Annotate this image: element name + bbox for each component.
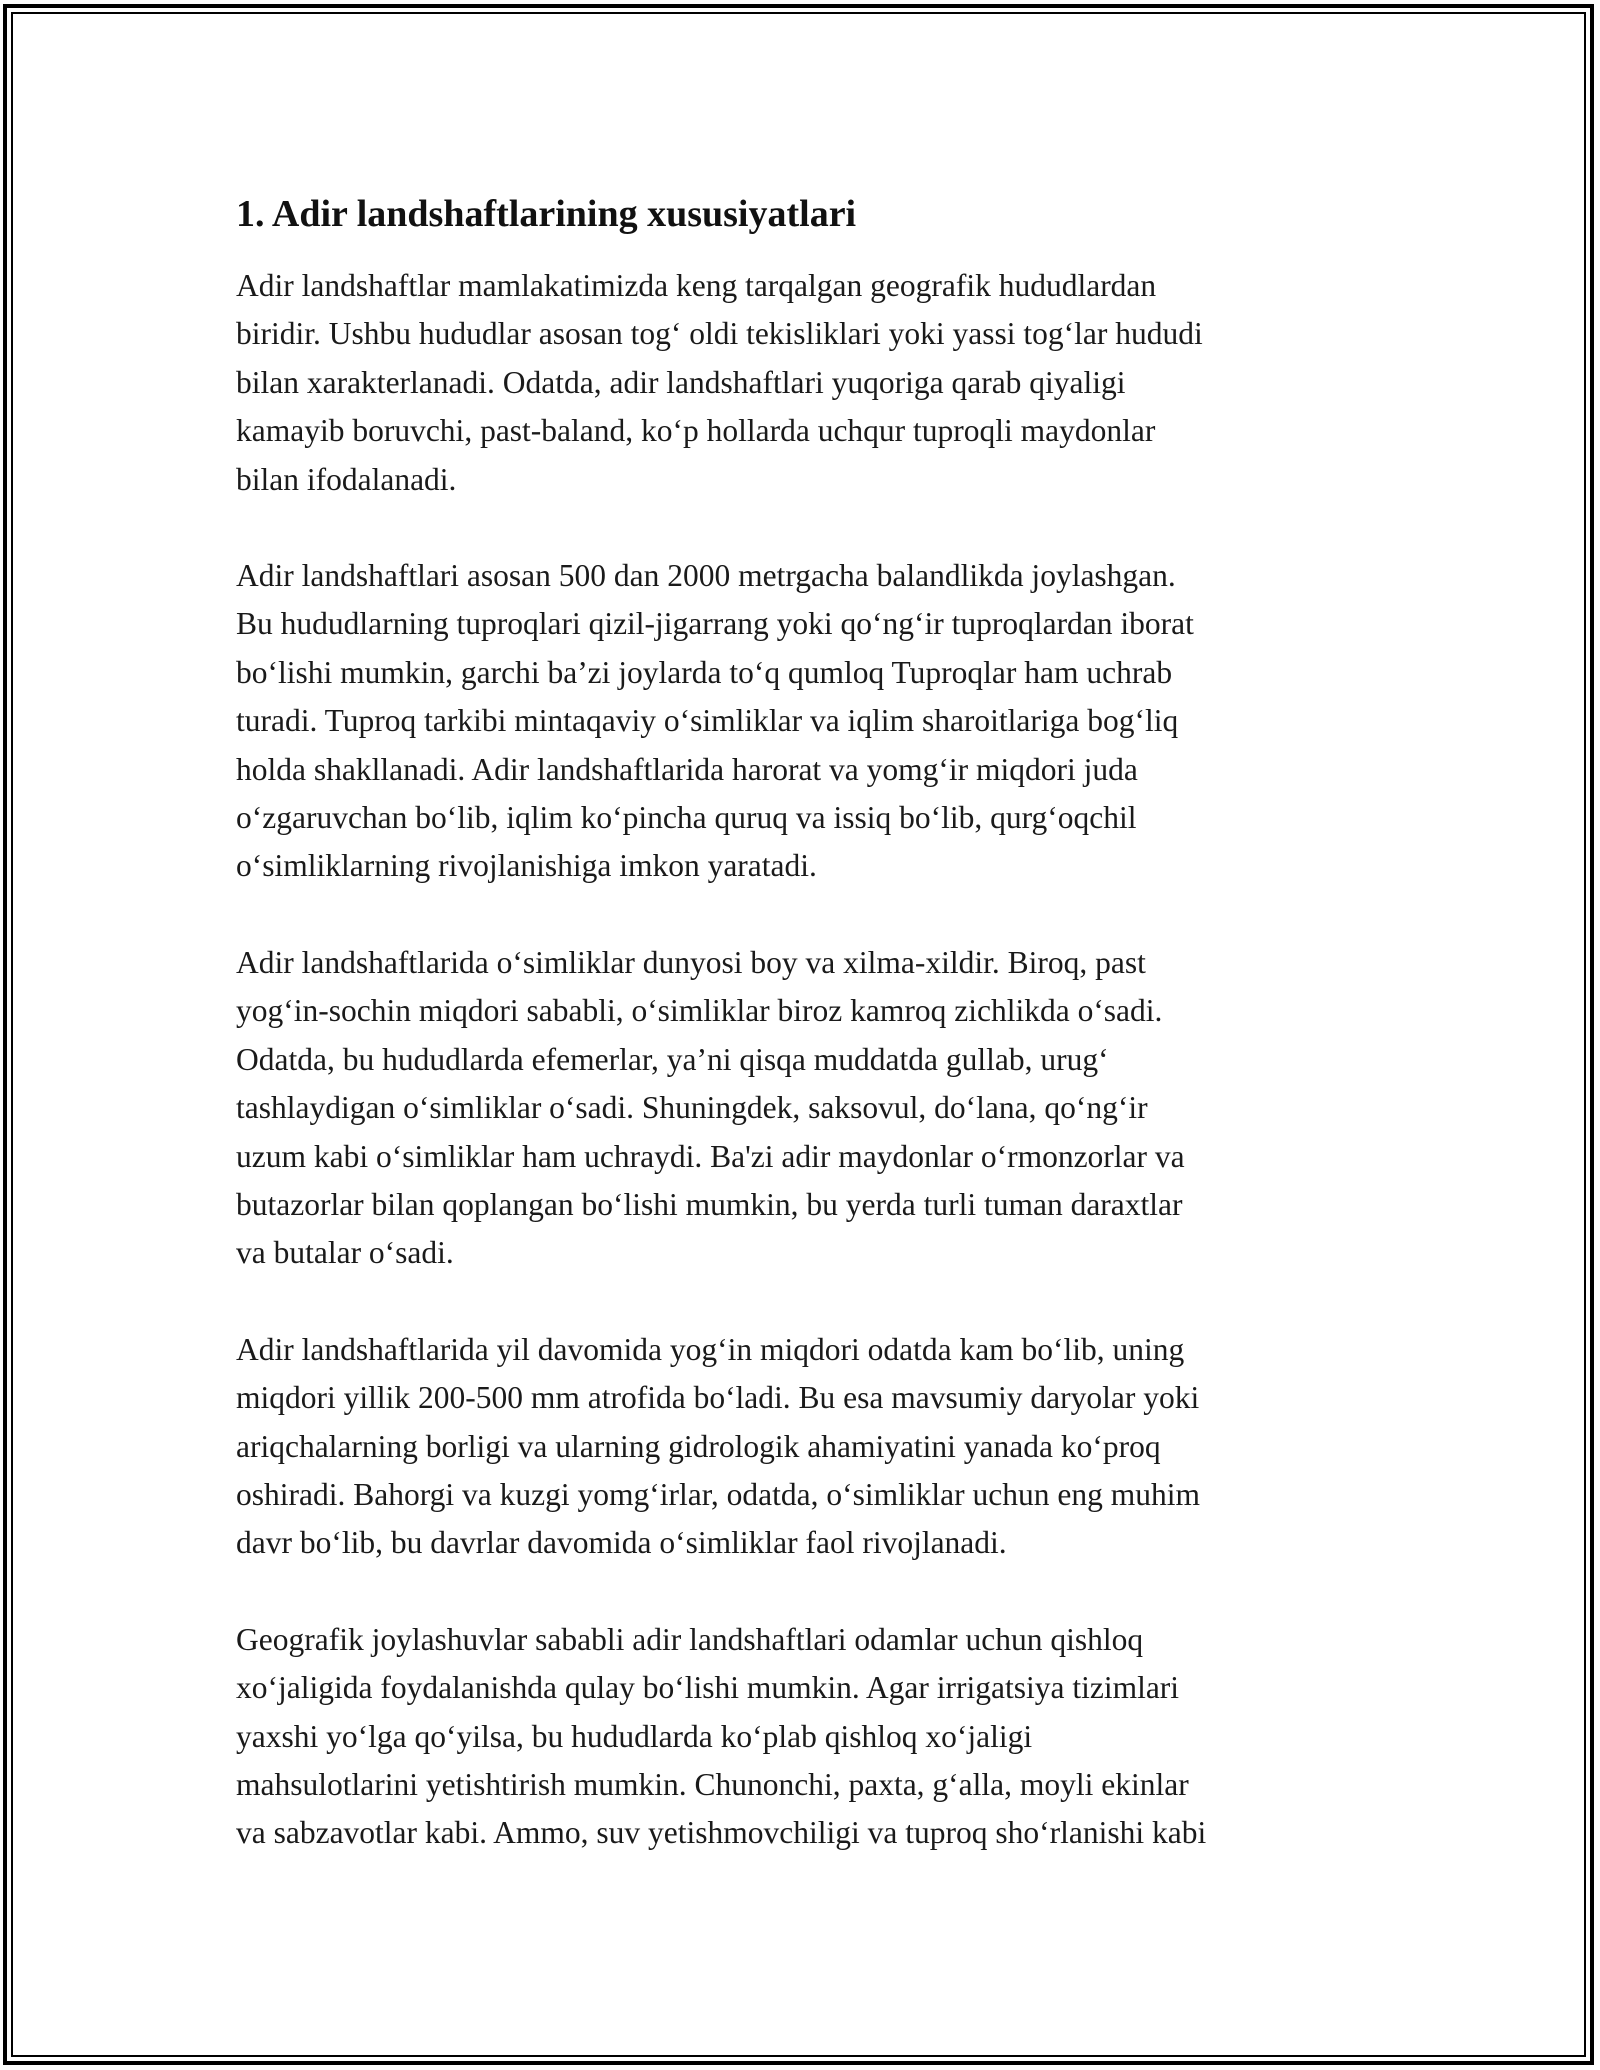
text-line: Adir landshaftlari asosan 500 dan 2000 metrgacha balandlikda joylashgan. <box>236 558 1176 594</box>
text-line: o‘simliklarning rivojlanishiga imkon yaratadi. <box>236 848 817 884</box>
text-line: Bu hududlarning tuproqlari qizil-jigarrang yoki qo‘ng‘ir tuproqlardan iborat <box>236 606 1194 642</box>
text-line: biridir. Ushbu hududlar asosan tog‘ oldi tekisliklari yoki yassi tog‘lar hududi <box>236 316 1203 352</box>
text-line: Adir landshaftlarida o‘simliklar dunyosi boy va xilma-xildir. Biroq, past <box>236 944 1146 980</box>
text-line: turadi. Tuproq tarkibi mintaqaviy o‘simliklar va iqlim sharoitlariga bog‘liq <box>236 703 1179 739</box>
section-heading: 1. Adir landshaftlarining xususiyatlari <box>236 193 857 235</box>
text-line: bilan ifodalanadi. <box>236 461 457 497</box>
text-line: Adir landshaftlarida yil davomida yog‘in miqdori odatda kam bo‘lib, uning <box>236 1331 1185 1367</box>
paragraph-5 <box>236 1616 1376 1858</box>
text-line: tashlaydigan o‘simliklar o‘sadi. Shuningdek, saksovul, do‘lana, qo‘ng‘ir <box>236 1090 1148 1126</box>
text-line: oshiradi. Bahorgi va kuzgi yomg‘irlar, odatda, o‘simliklar uchun eng muhim <box>236 1476 1200 1512</box>
text-line: va butalar o‘sadi. <box>236 1235 454 1271</box>
text-line: yaxshi yo‘lga qo‘yilsa, bu hududlarda ko‘plab qishloq xo‘jaligi <box>236 1718 1033 1754</box>
text-line: butazorlar bilan qoplangan bo‘lishi mumkin, bu yerda turli tuman daraxtlar <box>236 1186 1183 1222</box>
text-line: ariqchalarning borligi va ularning gidrologik ahamiyatini yanada ko‘proq <box>236 1428 1161 1464</box>
text-line: xo‘jaligida foydalanishda qulay bo‘lishi mumkin. Agar irrigatsiya tizimlari <box>236 1670 1180 1706</box>
text-line: yog‘in-sochin miqdori sababli, o‘simliklar biroz kamroq zichlikda o‘sadi. <box>236 993 1163 1029</box>
text-line: bo‘lishi mumkin, garchi ba’zi joylarda to‘q qumloq Tuproqlar ham uchrab <box>236 654 1173 690</box>
paragraph-2 <box>236 552 1376 891</box>
text-line: mahsulotlarini yetishtirish mumkin. Chunonchi, paxta, g‘alla, moyli ekinlar <box>236 1766 1189 1802</box>
paragraph-1 <box>236 262 1376 504</box>
text-line: Geografik joylashuvlar sababli adir landshaftlari odamlar uchun qishloq <box>236 1621 1144 1657</box>
paragraph-3 <box>236 939 1376 1278</box>
text-line: holda shakllanadi. Adir landshaftlarida harorat va yomg‘ir miqdori juda <box>236 751 1138 787</box>
text-line: Adir landshaftlar mamlakatimizda keng tarqalgan geografik hududlardan <box>236 268 1157 303</box>
text-line: va sabzavotlar kabi. Ammo, suv yetishmovchiligi va tuproq sho‘rlanishi kabi <box>236 1815 1207 1851</box>
paragraph-4 <box>236 1326 1376 1568</box>
text-line: davr bo‘lib, bu davrlar davomida o‘simliklar faol rivojlanadi. <box>236 1525 1007 1561</box>
text-line: o‘zgaruvchan bo‘lib, iqlim ko‘pincha quruq va issiq bo‘lib, qurg‘oqchil <box>236 800 1137 836</box>
text-line: uzum kabi o‘simliklar ham uchraydi. Ba'zi adir maydonlar o‘rmonzorlar va <box>236 1138 1185 1174</box>
text-line: kamayib boruvchi, past-baland, ko‘p hollarda uchqur tuproqli maydonlar <box>236 413 1156 449</box>
text-line: miqdori yillik 200-500 mm atrofida bo‘ladi. Bu esa mavsumiy daryolar yoki <box>236 1380 1200 1416</box>
text-line: Odatda, bu hududlarda efemerlar, ya’ni qisqa muddatda gullab, urug‘ <box>236 1041 1109 1077</box>
document-body <box>236 186 1376 1906</box>
text-line: bilan xarakterlanadi. Odatda, adir landshaftlari yuqoriga qarab qiyaligi <box>236 364 1126 400</box>
